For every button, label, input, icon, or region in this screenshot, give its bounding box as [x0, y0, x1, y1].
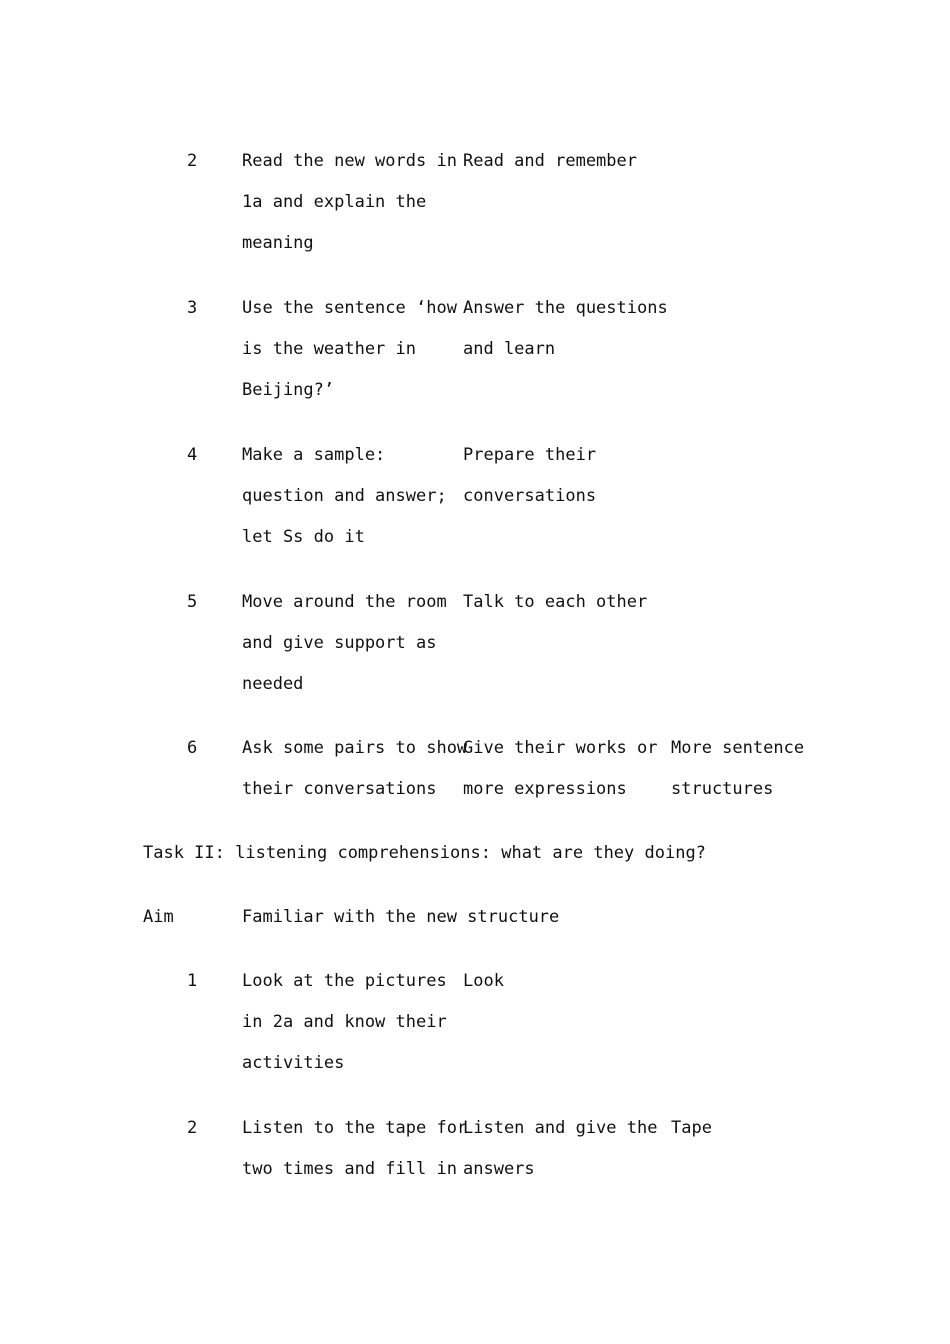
student-activity-line: Read and remember	[463, 151, 637, 171]
student-activity-line: Listen and give the	[463, 1118, 658, 1138]
step-number: 2	[187, 151, 198, 171]
teacher-activity-line: 1a and explain the	[242, 192, 427, 212]
step-number: 3	[187, 298, 198, 318]
teacher-activity-line: question and answer;	[242, 486, 447, 506]
teacher-activity-line: Look at the pictures	[242, 971, 447, 991]
teacher-activity-line: Read the new words in	[242, 151, 457, 171]
step-number: 4	[187, 445, 198, 465]
aim-label: Aim	[143, 907, 174, 927]
teacher-activity-line: activities	[242, 1053, 345, 1073]
teacher-activity-line: two times and fill in	[242, 1159, 457, 1179]
teacher-activity-line: let Ss do it	[242, 527, 365, 547]
teacher-activity-line: in 2a and know their	[242, 1012, 447, 1032]
teacher-activity-line: Use the sentence ‘how	[242, 298, 457, 318]
student-activity-line: Give their works or	[463, 738, 658, 758]
extra-note-line: structures	[671, 779, 774, 799]
teacher-activity-line: needed	[242, 674, 304, 694]
student-activity-line: and learn	[463, 339, 556, 359]
teacher-activity-line: Listen to the tape for	[242, 1118, 468, 1138]
task-heading: Task II: listening comprehensions: what are they doing?	[143, 843, 706, 863]
student-activity-line: conversations	[463, 486, 597, 506]
student-activity-line: Look	[463, 971, 504, 991]
student-activity-line: more expressions	[463, 779, 627, 799]
student-activity-line: answers	[463, 1159, 535, 1179]
step-number: 2	[187, 1118, 198, 1138]
teacher-activity-line: Make a sample:	[242, 445, 386, 465]
aim-text: Familiar with the new structure	[242, 907, 560, 927]
teacher-activity-line: and give support as	[242, 633, 437, 653]
extra-note-line: More sentence	[671, 738, 805, 758]
teacher-activity-line: their conversations	[242, 779, 437, 799]
teacher-activity-line: is the weather in	[242, 339, 416, 359]
student-activity-line: Answer the questions	[463, 298, 668, 318]
teacher-activity-line: meaning	[242, 233, 314, 253]
teacher-activity-line: Ask some pairs to show	[242, 738, 468, 758]
step-number: 1	[187, 971, 198, 991]
step-number: 6	[187, 738, 198, 758]
teacher-activity-line: Move around the room	[242, 592, 447, 612]
student-activity-line: Prepare their	[463, 445, 597, 465]
extra-note-line: Tape	[671, 1118, 712, 1138]
step-number: 5	[187, 592, 198, 612]
student-activity-line: Talk to each other	[463, 592, 648, 612]
teacher-activity-line: Beijing?’	[242, 380, 335, 400]
